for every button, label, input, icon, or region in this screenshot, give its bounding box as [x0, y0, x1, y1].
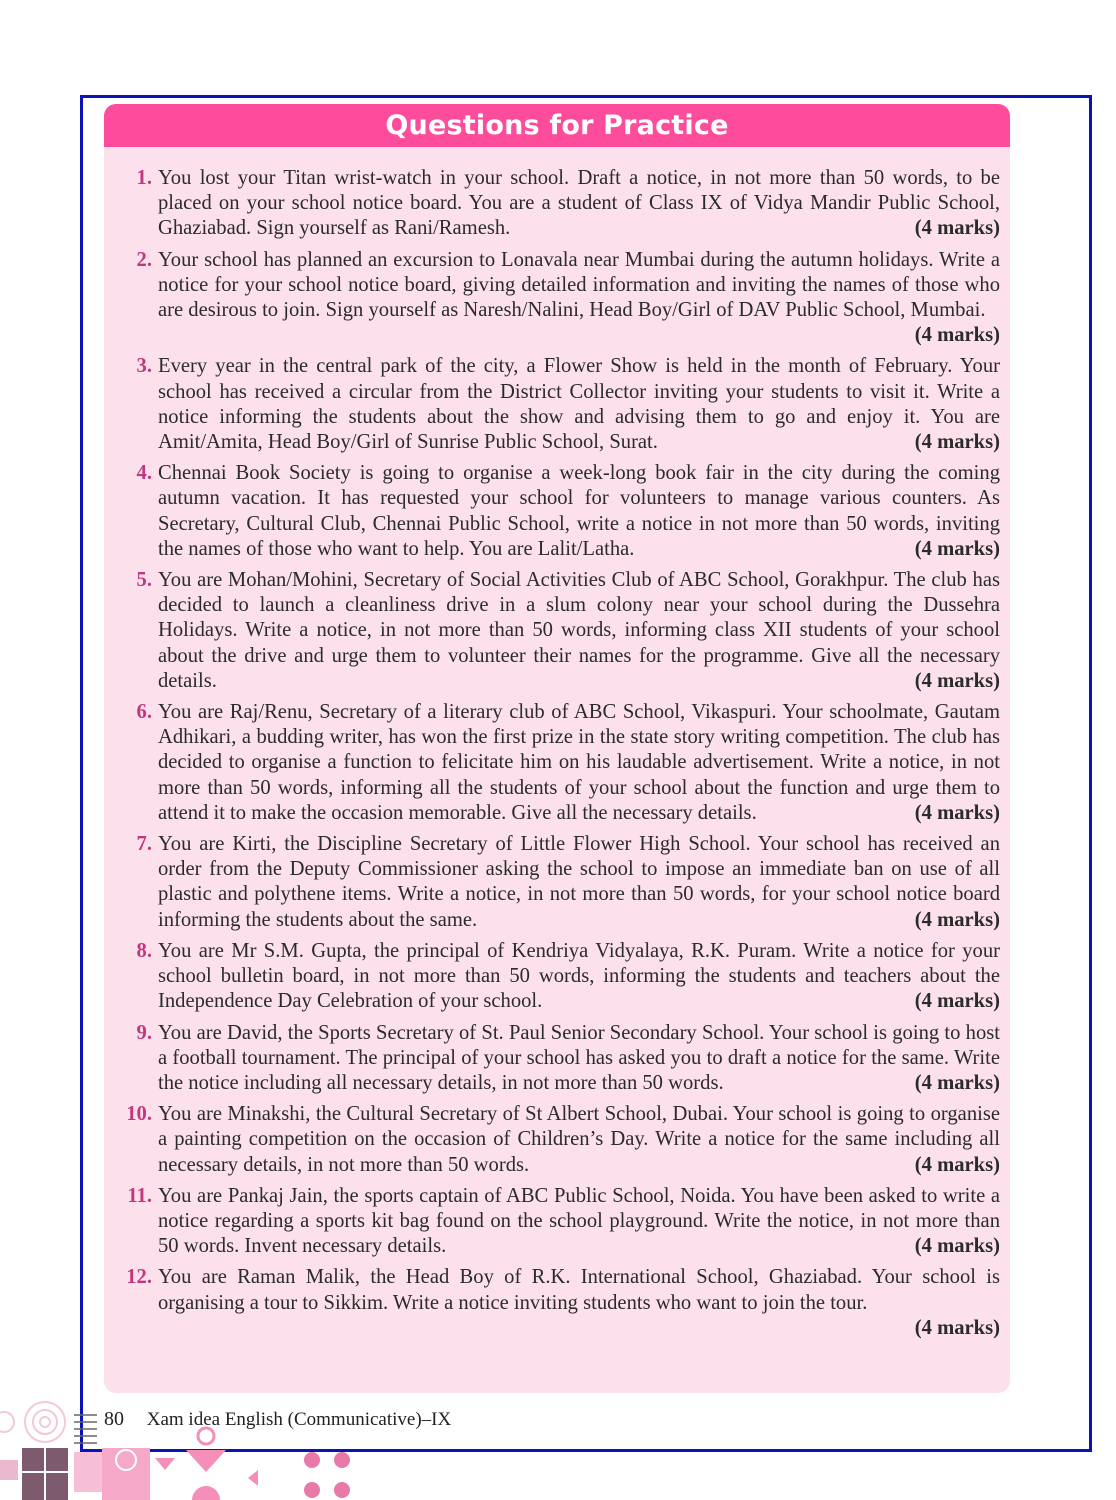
- concentric-circles-icon: [0, 1402, 65, 1442]
- section-header-bar: [104, 104, 1010, 147]
- question-marks: (4 marks): [914, 1316, 1000, 1339]
- question-text: Your school has planned an excursion to Lonavala near Mumbai during the autumn holidays. Write a notice for your school notice board, giving detailed information and inviting the names of those who are desirous to join. Sign yourself as Naresh/Nalini, Head Boy/Girl of DAV Public School, Mumbai.: [158, 248, 1000, 322]
- question-text: You are Mohan/Mohini, Secretary of Social Activities Club of ABC School, Gorakhpur. The club has decided to launch a cleanliness drive in a slum colony near your school during the Dussehra Holidays. Write a notice, in not more than 50 words, informing class XII students of your school about the drive and urge them to volunteer their names for the programme. Give all the necessary details.: [158, 569, 1000, 692]
- question-marks: (4 marks): [914, 537, 1000, 560]
- question-item: [104, 248, 1010, 349]
- book-title: Xam idea English (Communicative)–IX: [146, 1409, 452, 1430]
- question-text: You are Mr S.M. Gupta, the principal of Kendriya Vidyalaya, R.K. Puram. Write a notice for your school bulletin board, in not more than 50 words, informing the students and teachers about the Independence Day Celebration of your school.: [158, 939, 1000, 1013]
- page-number: 80: [104, 1408, 124, 1430]
- question-item: [104, 1265, 1010, 1341]
- question-number: 6.: [136, 701, 152, 724]
- question-item: [104, 832, 1010, 933]
- question-text: You are David, the Sports Secretary of St. Paul Senior Secondary School. Your school is going to host a football tournament. The principal of your school has asked you to draft a notice for the same. Write the notice including all necessary details, in not more than 50 words.: [158, 1021, 1000, 1094]
- question-marks: (4 marks): [914, 217, 1000, 240]
- question-marks: (4 marks): [914, 1071, 1000, 1094]
- question-number: 8.: [136, 939, 152, 962]
- question-number: 9.: [136, 1021, 152, 1044]
- triangle-icon: [155, 1458, 175, 1470]
- question-item: [104, 354, 1010, 455]
- question-text: You are Raman Malik, the Head Boy of R.K. International School, Ghaziabad. Your school is organising a tour to Sikkim. Write a notice inviting students who want to join the tour.: [158, 1266, 1000, 1314]
- question-text: Every year in the central park of the city, a Flower Show is held in the month of February. Your school has received a circular from the District Collector inviting your students to visit it. Write a notice informing the students about the show and advising them to go and enjoy it. You are Amit/Amita, Head Boy/Girl of Sunrise Public School, Surat.: [158, 355, 1000, 454]
- question-item: [104, 700, 1010, 826]
- question-number: 1.: [136, 167, 152, 189]
- question-item: [104, 1184, 1010, 1260]
- question-number: 4.: [136, 462, 152, 485]
- question-marks: (4 marks): [914, 324, 1000, 347]
- question-number: 11.: [127, 1184, 152, 1207]
- section-title: Questions for Practice: [385, 110, 729, 141]
- question-number: 3.: [136, 355, 152, 378]
- question-number: 10.: [126, 1103, 152, 1126]
- question-list: [104, 166, 1010, 1347]
- question-text: You are Raj/Renu, Secretary of a literary club of ABC School, Vikaspuri. Your schoolmate, Gautam Adhikari, a budding writer, has won the first prize in the state story writing competition. The club has decided to organise a function to felicitate him on his laudable advertisement. Write a notice, in not more than 50 words, informing all the students of your school about the function and urge them to attend it to make the occasion memorable. Give all the necessary details.: [158, 701, 1000, 824]
- question-item: [104, 1102, 1010, 1178]
- question-number: 5.: [136, 569, 152, 592]
- question-text: You are Minakshi, the Cultural Secretary of St Albert School, Dubai. Your school is going to organise a painting competition on the occasion of Children’s Day. Write a notice for the same including all necessary details, in not more than 50 words.: [158, 1103, 1000, 1176]
- question-marks: (4 marks): [914, 1235, 1000, 1258]
- lines-icon: [74, 1415, 97, 1443]
- dots-icon: [304, 1452, 350, 1498]
- question-number: 7.: [136, 833, 152, 856]
- question-marks: (4 marks): [914, 1153, 1000, 1176]
- question-marks: (4 marks): [914, 908, 1000, 931]
- question-text: You are Kirti, the Discipline Secretary of Little Flower High School. Your school has received an order from the Deputy Commissioner asking the school to impose an immediate ban on use of all plastic and polythene items. Write a notice, in not more than 50 words, for your school notice board informing the students about the same.: [158, 833, 1000, 931]
- question-marks: (4 marks): [914, 431, 1000, 454]
- question-item: [104, 166, 1010, 242]
- practice-questions-box: [104, 104, 1010, 1393]
- question-number: 12.: [126, 1266, 152, 1289]
- decorative-pattern: [0, 1400, 360, 1500]
- question-marks: (4 marks): [914, 669, 1000, 692]
- question-text: You are Pankaj Jain, the sports captain of ABC Public School, Noida. You have been asked to write a notice regarding a sports kit bag found on the school playground. Write the notice, in not more than 50 words. Invent necessary details.: [158, 1184, 1000, 1258]
- question-item: [104, 939, 1010, 1015]
- question-marks: (4 marks): [914, 801, 1000, 824]
- question-item: [104, 461, 1010, 562]
- question-item: [104, 1021, 1010, 1097]
- question-number: 2.: [136, 248, 152, 271]
- question-text: Chennai Book Society is going to organise a week-long book fair in the city during the coming autumn vacation. It has requested your school for volunteers to manage various counters. As Secretary, Cultural Club, Chennai Public School, write a notice in not more than 50 words, inviting the names of those who want to help. You are Lalit/Latha.: [158, 462, 1000, 560]
- question-marks: (4 marks): [914, 990, 1000, 1013]
- question-item: [104, 568, 1010, 694]
- question-text: You lost your Titan wrist-watch in your school. Draft a notice, in not more than 50 words, to be placed on your school notice board. You are a student of Class IX of Vidya Mandir Public School, Ghaziabad. Sign yourself as Rani/Ramesh.: [158, 167, 1000, 240]
